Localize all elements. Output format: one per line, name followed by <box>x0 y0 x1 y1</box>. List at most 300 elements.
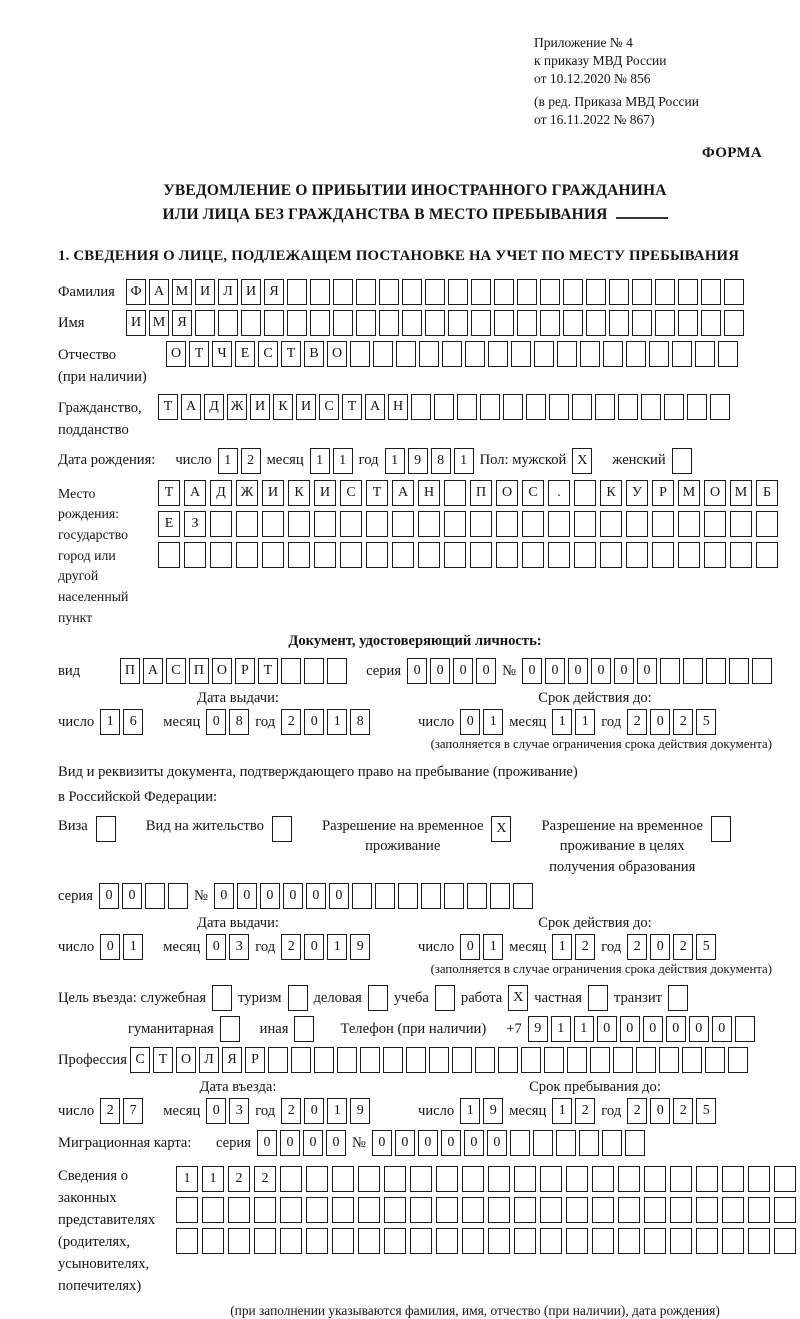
name-cell[interactable] <box>494 310 514 336</box>
stay-day-cell[interactable]: 9 <box>483 1098 503 1124</box>
representative-cell[interactable] <box>254 1197 276 1223</box>
doc-issue-day-cell[interactable]: 1 <box>100 709 120 735</box>
permit-number-cell[interactable] <box>398 883 418 909</box>
representative-cell[interactable] <box>306 1228 328 1254</box>
citizenship-cell[interactable] <box>664 394 684 420</box>
doc-valid-year-cell[interactable]: 2 <box>627 709 647 735</box>
patronymic-cell[interactable]: О <box>327 341 347 367</box>
permit-issue-month-cell[interactable]: 3 <box>229 934 249 960</box>
birthplace-cell[interactable] <box>496 511 518 537</box>
birthplace-cell[interactable] <box>314 511 336 537</box>
birthplace-cell[interactable] <box>522 511 544 537</box>
name-cell[interactable] <box>425 310 445 336</box>
profession-cell[interactable] <box>475 1047 495 1073</box>
surname-cell[interactable] <box>356 279 376 305</box>
surname-cell[interactable] <box>678 279 698 305</box>
birthplace-cell[interactable] <box>366 542 388 568</box>
representative-cell[interactable] <box>644 1166 666 1192</box>
representative-cell[interactable] <box>280 1197 302 1223</box>
patronymic-cell[interactable] <box>350 341 370 367</box>
representative-cell[interactable] <box>644 1197 666 1223</box>
citizenship-cell[interactable]: А <box>181 394 201 420</box>
patronymic-cell[interactable] <box>419 341 439 367</box>
representative-cell[interactable] <box>462 1228 484 1254</box>
doc-issue-day-cell[interactable]: 6 <box>123 709 143 735</box>
permit-issue-year-cell[interactable]: 9 <box>350 934 370 960</box>
name-cell[interactable] <box>678 310 698 336</box>
patronymic-cell[interactable] <box>396 341 416 367</box>
surname-cell[interactable] <box>287 279 307 305</box>
permit-series-cell[interactable] <box>145 883 165 909</box>
doc-number-cell[interactable] <box>752 658 772 684</box>
birthplace-cell[interactable]: Т <box>366 480 388 506</box>
sex-male-checkbox-cell[interactable]: X <box>572 448 592 474</box>
profession-cell[interactable]: Т <box>153 1047 173 1073</box>
citizenship-cell[interactable] <box>457 394 477 420</box>
mig-series-cell[interactable]: 0 <box>303 1130 323 1156</box>
representative-cell[interactable] <box>540 1228 562 1254</box>
mig-number-cell[interactable]: 0 <box>395 1130 415 1156</box>
permit-valid-year-cell[interactable]: 2 <box>627 934 647 960</box>
study-checkbox-cell[interactable] <box>435 985 455 1011</box>
birthplace-cell[interactable] <box>574 511 596 537</box>
permit-issue-day-cell[interactable]: 1 <box>123 934 143 960</box>
stay-day-cell[interactable]: 1 <box>460 1098 480 1124</box>
doc-number-cell[interactable]: 0 <box>545 658 565 684</box>
permit-number-cell[interactable] <box>513 883 533 909</box>
permit-valid-year-cell[interactable]: 5 <box>696 934 716 960</box>
profession-cell[interactable] <box>406 1047 426 1073</box>
representative-cell[interactable] <box>540 1166 562 1192</box>
permit-valid-month-cell[interactable]: 2 <box>575 934 595 960</box>
patronymic-cell[interactable] <box>534 341 554 367</box>
profession-cell[interactable] <box>636 1047 656 1073</box>
permit-number-cell[interactable] <box>490 883 510 909</box>
name-cell[interactable] <box>632 310 652 336</box>
name-cell[interactable] <box>724 310 744 336</box>
representative-cell[interactable] <box>176 1228 198 1254</box>
permit-number-cell[interactable] <box>352 883 372 909</box>
representative-cell[interactable] <box>358 1228 380 1254</box>
stay-year-cell[interactable]: 5 <box>696 1098 716 1124</box>
doc-type-cell[interactable]: Т <box>258 658 278 684</box>
representative-cell[interactable] <box>748 1166 770 1192</box>
birthplace-cell[interactable]: Т <box>158 480 180 506</box>
profession-cell[interactable] <box>314 1047 334 1073</box>
representative-cell[interactable]: 1 <box>176 1166 198 1192</box>
birthplace-cell[interactable] <box>418 542 440 568</box>
patronymic-cell[interactable] <box>511 341 531 367</box>
surname-cell[interactable]: Ф <box>126 279 146 305</box>
representative-cell[interactable] <box>540 1197 562 1223</box>
representative-cell[interactable] <box>514 1197 536 1223</box>
doc-type-cell[interactable]: С <box>166 658 186 684</box>
birthplace-cell[interactable] <box>574 542 596 568</box>
profession-cell[interactable] <box>659 1047 679 1073</box>
birth-year-cell[interactable]: 9 <box>408 448 428 474</box>
surname-cell[interactable] <box>540 279 560 305</box>
surname-cell[interactable] <box>379 279 399 305</box>
mig-series-cell[interactable]: 0 <box>280 1130 300 1156</box>
phone-cell[interactable]: 0 <box>643 1016 663 1042</box>
profession-cell[interactable] <box>360 1047 380 1073</box>
representative-cell[interactable] <box>618 1166 640 1192</box>
citizenship-cell[interactable]: Н <box>388 394 408 420</box>
birthplace-cell[interactable] <box>340 511 362 537</box>
doc-type-cell[interactable] <box>281 658 301 684</box>
profession-cell[interactable]: С <box>130 1047 150 1073</box>
birthplace-cell[interactable] <box>184 542 206 568</box>
representative-cell[interactable] <box>722 1166 744 1192</box>
citizenship-cell[interactable] <box>710 394 730 420</box>
citizenship-cell[interactable]: С <box>319 394 339 420</box>
name-cell[interactable] <box>241 310 261 336</box>
doc-series-cell[interactable]: 0 <box>407 658 427 684</box>
representative-cell[interactable] <box>696 1197 718 1223</box>
surname-cell[interactable] <box>471 279 491 305</box>
birthplace-cell[interactable]: С <box>340 480 362 506</box>
entry-year-cell[interactable]: 2 <box>281 1098 301 1124</box>
doc-valid-month-cell[interactable]: 1 <box>575 709 595 735</box>
doc-valid-year-cell[interactable]: 0 <box>650 709 670 735</box>
mig-number-cell[interactable] <box>556 1130 576 1156</box>
permit-valid-day-cell[interactable]: 0 <box>460 934 480 960</box>
birthplace-cell[interactable] <box>444 511 466 537</box>
doc-number-cell[interactable]: 0 <box>614 658 634 684</box>
mig-number-cell[interactable]: 0 <box>372 1130 392 1156</box>
name-cell[interactable] <box>402 310 422 336</box>
doc-issue-month-cell[interactable]: 0 <box>206 709 226 735</box>
representative-cell[interactable] <box>202 1228 224 1254</box>
representative-cell[interactable] <box>306 1197 328 1223</box>
doc-series-cell[interactable]: 0 <box>453 658 473 684</box>
patronymic-cell[interactable] <box>488 341 508 367</box>
profession-cell[interactable] <box>567 1047 587 1073</box>
surname-cell[interactable] <box>333 279 353 305</box>
mig-number-cell[interactable] <box>625 1130 645 1156</box>
birthplace-cell[interactable] <box>444 480 466 506</box>
mig-number-cell[interactable] <box>602 1130 622 1156</box>
representative-cell[interactable] <box>774 1228 796 1254</box>
birthplace-cell[interactable]: О <box>496 480 518 506</box>
entry-day-cell[interactable]: 2 <box>100 1098 120 1124</box>
name-cell[interactable]: Я <box>172 310 192 336</box>
patronymic-cell[interactable] <box>442 341 462 367</box>
representative-cell[interactable] <box>670 1228 692 1254</box>
stay-year-cell[interactable]: 0 <box>650 1098 670 1124</box>
name-cell[interactable] <box>540 310 560 336</box>
doc-type-cell[interactable] <box>327 658 347 684</box>
representative-cell[interactable] <box>696 1228 718 1254</box>
citizenship-cell[interactable] <box>526 394 546 420</box>
doc-issue-year-cell[interactable]: 1 <box>327 709 347 735</box>
phone-cell[interactable]: 0 <box>666 1016 686 1042</box>
birthplace-cell[interactable] <box>730 542 752 568</box>
permit-number-cell[interactable]: 0 <box>260 883 280 909</box>
birthplace-cell[interactable] <box>340 542 362 568</box>
representative-cell[interactable] <box>618 1228 640 1254</box>
representative-cell[interactable]: 2 <box>254 1166 276 1192</box>
doc-number-cell[interactable]: 0 <box>637 658 657 684</box>
entry-month-cell[interactable]: 0 <box>206 1098 226 1124</box>
patronymic-cell[interactable] <box>373 341 393 367</box>
citizenship-cell[interactable] <box>503 394 523 420</box>
profession-cell[interactable] <box>705 1047 725 1073</box>
doc-valid-year-cell[interactable]: 5 <box>696 709 716 735</box>
birthplace-cell[interactable] <box>756 511 778 537</box>
private-checkbox-cell[interactable] <box>588 985 608 1011</box>
birthplace-cell[interactable] <box>158 542 180 568</box>
representative-cell[interactable] <box>514 1228 536 1254</box>
representative-cell[interactable] <box>332 1228 354 1254</box>
permit-issue-year-cell[interactable]: 1 <box>327 934 347 960</box>
doc-number-cell[interactable] <box>683 658 703 684</box>
entry-month-cell[interactable]: 3 <box>229 1098 249 1124</box>
representative-cell[interactable] <box>280 1166 302 1192</box>
phone-cell[interactable]: 0 <box>689 1016 709 1042</box>
birthplace-cell[interactable] <box>548 542 570 568</box>
representative-cell[interactable] <box>644 1228 666 1254</box>
mig-number-cell[interactable] <box>533 1130 553 1156</box>
birthplace-cell[interactable] <box>262 542 284 568</box>
name-cell[interactable] <box>701 310 721 336</box>
phone-cell[interactable]: 1 <box>551 1016 571 1042</box>
birth-year-cell[interactable]: 8 <box>431 448 451 474</box>
permit-number-cell[interactable]: 0 <box>283 883 303 909</box>
profession-cell[interactable]: Р <box>245 1047 265 1073</box>
doc-number-cell[interactable] <box>729 658 749 684</box>
citizenship-cell[interactable]: А <box>365 394 385 420</box>
permit-number-cell[interactable] <box>375 883 395 909</box>
citizenship-cell[interactable] <box>411 394 431 420</box>
representative-cell[interactable] <box>410 1228 432 1254</box>
doc-number-cell[interactable]: 0 <box>568 658 588 684</box>
profession-cell[interactable] <box>521 1047 541 1073</box>
doc-issue-month-cell[interactable]: 8 <box>229 709 249 735</box>
representative-cell[interactable] <box>384 1228 406 1254</box>
birthplace-cell[interactable] <box>522 542 544 568</box>
surname-cell[interactable]: А <box>149 279 169 305</box>
patronymic-cell[interactable] <box>626 341 646 367</box>
birthplace-cell[interactable] <box>548 511 570 537</box>
representative-cell[interactable] <box>748 1197 770 1223</box>
representative-cell[interactable] <box>696 1166 718 1192</box>
stay-month-cell[interactable]: 2 <box>575 1098 595 1124</box>
patronymic-cell[interactable] <box>603 341 623 367</box>
mig-number-cell[interactable]: 0 <box>464 1130 484 1156</box>
surname-cell[interactable]: И <box>241 279 261 305</box>
representative-cell[interactable] <box>358 1197 380 1223</box>
representative-cell[interactable] <box>462 1197 484 1223</box>
representative-cell[interactable] <box>176 1197 198 1223</box>
patronymic-cell[interactable] <box>695 341 715 367</box>
birthplace-cell[interactable] <box>704 511 726 537</box>
surname-cell[interactable]: Я <box>264 279 284 305</box>
representative-cell[interactable] <box>436 1197 458 1223</box>
surname-cell[interactable]: Л <box>218 279 238 305</box>
birthplace-cell[interactable]: М <box>730 480 752 506</box>
citizenship-cell[interactable] <box>434 394 454 420</box>
birthplace-cell[interactable] <box>600 542 622 568</box>
doc-type-cell[interactable]: П <box>189 658 209 684</box>
name-cell[interactable] <box>448 310 468 336</box>
birth-month-cell[interactable]: 1 <box>310 448 330 474</box>
surname-cell[interactable] <box>724 279 744 305</box>
profession-cell[interactable] <box>383 1047 403 1073</box>
doc-series-cell[interactable]: 0 <box>476 658 496 684</box>
name-cell[interactable]: И <box>126 310 146 336</box>
mig-number-cell[interactable] <box>510 1130 530 1156</box>
profession-cell[interactable]: Л <box>199 1047 219 1073</box>
representative-cell[interactable] <box>722 1197 744 1223</box>
representative-cell[interactable] <box>306 1166 328 1192</box>
surname-cell[interactable]: М <box>172 279 192 305</box>
other-checkbox-cell[interactable] <box>294 1016 314 1042</box>
name-cell[interactable] <box>379 310 399 336</box>
profession-cell[interactable] <box>613 1047 633 1073</box>
birthplace-cell[interactable]: Б <box>756 480 778 506</box>
doc-valid-year-cell[interactable]: 2 <box>673 709 693 735</box>
birthplace-cell[interactable]: И <box>314 480 336 506</box>
birthplace-cell[interactable]: Р <box>652 480 674 506</box>
name-cell[interactable] <box>333 310 353 336</box>
permit-series-cell[interactable]: 0 <box>122 883 142 909</box>
birthplace-cell[interactable] <box>574 480 596 506</box>
doc-type-cell[interactable] <box>304 658 324 684</box>
representative-cell[interactable] <box>410 1166 432 1192</box>
name-cell[interactable] <box>517 310 537 336</box>
representative-cell[interactable] <box>566 1166 588 1192</box>
permit-valid-month-cell[interactable]: 1 <box>552 934 572 960</box>
profession-cell[interactable] <box>337 1047 357 1073</box>
patronymic-cell[interactable] <box>557 341 577 367</box>
birthplace-cell[interactable]: П <box>470 480 492 506</box>
representative-cell[interactable] <box>410 1197 432 1223</box>
citizenship-cell[interactable]: Д <box>204 394 224 420</box>
birthplace-cell[interactable] <box>288 542 310 568</box>
surname-cell[interactable]: И <box>195 279 215 305</box>
patronymic-cell[interactable]: О <box>166 341 186 367</box>
representative-cell[interactable] <box>358 1166 380 1192</box>
citizenship-cell[interactable] <box>687 394 707 420</box>
profession-cell[interactable] <box>590 1047 610 1073</box>
representative-cell[interactable] <box>774 1166 796 1192</box>
patronymic-cell[interactable]: Т <box>189 341 209 367</box>
birthplace-cell[interactable] <box>678 511 700 537</box>
representative-cell[interactable] <box>592 1166 614 1192</box>
phone-cell[interactable]: 0 <box>597 1016 617 1042</box>
permit-series-cell[interactable] <box>168 883 188 909</box>
representative-cell[interactable] <box>670 1197 692 1223</box>
surname-cell[interactable] <box>310 279 330 305</box>
representative-cell[interactable] <box>436 1228 458 1254</box>
entry-year-cell[interactable]: 9 <box>350 1098 370 1124</box>
birthplace-cell[interactable]: М <box>678 480 700 506</box>
work-checkbox-cell[interactable]: X <box>508 985 528 1011</box>
representative-cell[interactable] <box>228 1228 250 1254</box>
representative-cell[interactable] <box>384 1166 406 1192</box>
representative-cell[interactable] <box>566 1197 588 1223</box>
birthplace-cell[interactable]: Д <box>210 480 232 506</box>
representative-cell[interactable]: 2 <box>228 1166 250 1192</box>
surname-cell[interactable] <box>448 279 468 305</box>
patronymic-cell[interactable] <box>465 341 485 367</box>
patronymic-cell[interactable]: Ч <box>212 341 232 367</box>
surname-cell[interactable] <box>609 279 629 305</box>
permit-number-cell[interactable]: 0 <box>329 883 349 909</box>
mig-number-cell[interactable]: 0 <box>441 1130 461 1156</box>
birthplace-cell[interactable]: . <box>548 480 570 506</box>
citizenship-cell[interactable] <box>480 394 500 420</box>
representative-cell[interactable]: 1 <box>202 1166 224 1192</box>
doc-issue-year-cell[interactable]: 8 <box>350 709 370 735</box>
phone-cell[interactable]: 0 <box>620 1016 640 1042</box>
birthplace-cell[interactable]: У <box>626 480 648 506</box>
birthplace-cell[interactable] <box>626 511 648 537</box>
birthplace-cell[interactable]: К <box>288 480 310 506</box>
birthplace-cell[interactable] <box>600 511 622 537</box>
representative-cell[interactable] <box>332 1197 354 1223</box>
representative-cell[interactable] <box>748 1228 770 1254</box>
patronymic-cell[interactable]: Т <box>281 341 301 367</box>
permit-valid-year-cell[interactable]: 2 <box>673 934 693 960</box>
permit-number-cell[interactable]: 0 <box>214 883 234 909</box>
phone-cell[interactable]: 0 <box>712 1016 732 1042</box>
birthplace-cell[interactable] <box>392 511 414 537</box>
birthplace-cell[interactable] <box>366 511 388 537</box>
citizenship-cell[interactable]: И <box>296 394 316 420</box>
profession-cell[interactable] <box>682 1047 702 1073</box>
birth-day-cell[interactable]: 1 <box>218 448 238 474</box>
doc-type-cell[interactable]: Р <box>235 658 255 684</box>
doc-series-cell[interactable]: 0 <box>430 658 450 684</box>
patronymic-cell[interactable] <box>580 341 600 367</box>
representative-cell[interactable] <box>488 1166 510 1192</box>
transit-checkbox-cell[interactable] <box>668 985 688 1011</box>
representative-cell[interactable] <box>618 1197 640 1223</box>
humanitarian-checkbox-cell[interactable] <box>220 1016 240 1042</box>
name-cell[interactable] <box>218 310 238 336</box>
doc-issue-year-cell[interactable]: 2 <box>281 709 301 735</box>
name-cell[interactable]: М <box>149 310 169 336</box>
doc-valid-month-cell[interactable]: 1 <box>552 709 572 735</box>
representative-cell[interactable] <box>592 1228 614 1254</box>
profession-cell[interactable] <box>429 1047 449 1073</box>
surname-cell[interactable] <box>632 279 652 305</box>
citizenship-cell[interactable]: К <box>273 394 293 420</box>
stay-year-cell[interactable]: 2 <box>627 1098 647 1124</box>
representative-cell[interactable] <box>332 1166 354 1192</box>
birthplace-cell[interactable] <box>314 542 336 568</box>
representative-cell[interactable] <box>280 1228 302 1254</box>
doc-number-cell[interactable]: 0 <box>522 658 542 684</box>
sex-female-checkbox-cell[interactable] <box>672 448 692 474</box>
permit-issue-year-cell[interactable]: 0 <box>304 934 324 960</box>
name-cell[interactable] <box>310 310 330 336</box>
name-cell[interactable] <box>563 310 583 336</box>
doc-type-cell[interactable]: А <box>143 658 163 684</box>
stay-month-cell[interactable]: 1 <box>552 1098 572 1124</box>
citizenship-cell[interactable]: И <box>250 394 270 420</box>
birthplace-cell[interactable]: К <box>600 480 622 506</box>
representative-cell[interactable] <box>254 1228 276 1254</box>
birthplace-cell[interactable]: З <box>184 511 206 537</box>
birthplace-cell[interactable] <box>444 542 466 568</box>
representative-cell[interactable] <box>722 1228 744 1254</box>
profession-cell[interactable]: О <box>176 1047 196 1073</box>
entry-day-cell[interactable]: 7 <box>123 1098 143 1124</box>
name-cell[interactable] <box>471 310 491 336</box>
